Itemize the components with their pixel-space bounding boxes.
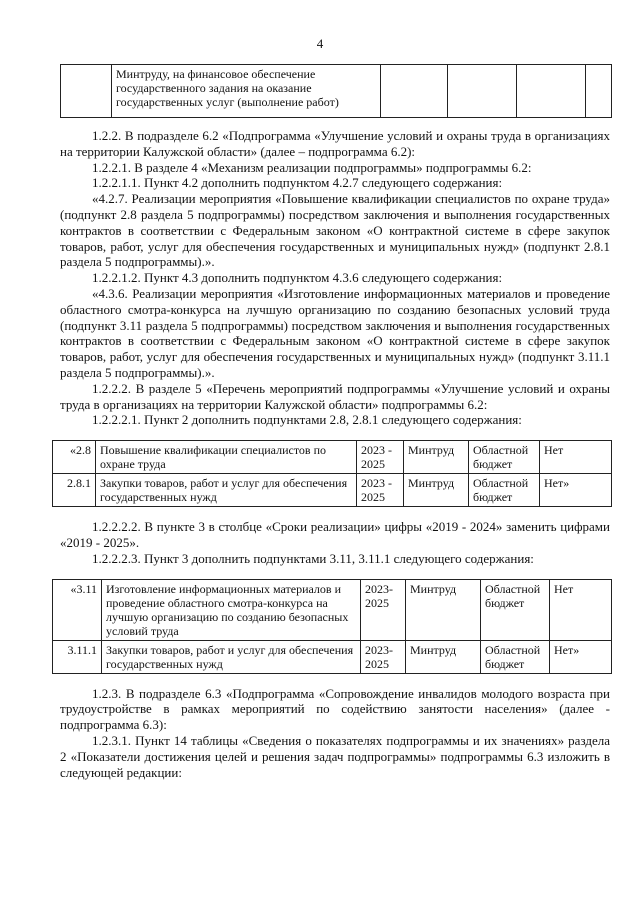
table-cell-empty bbox=[61, 65, 112, 118]
paragraph: «4.2.7. Реализации мероприятия «Повышение квалификации специалистов по охране труда» (подпункт 2.8 раздела 5 подпрограммы) посредством заключения и выполнения государственных контрактов в соответствии с Федеральным законом «О контрактной системе в сфере закупок товаров, работ, услуг для обеспечения государственных и муниципальных нужд» (подпункт 2.8.1 раздела 5 подпрограммы).». bbox=[60, 191, 610, 270]
page-number: 4 bbox=[316, 36, 324, 51]
paragraph: 1.2.2.2. В разделе 5 «Перечень мероприятий подпрограммы «Улучшение условий и охраны труда в организациях на территории Калужской области» подпрограммы 6.2: bbox=[60, 380, 610, 412]
cell-executor: Минтруд bbox=[404, 441, 469, 474]
cell-name: Изготовление информационных материалов и проведение областного смотра-конкурса на лучшую организацию по созданию безопасных условий труда bbox=[102, 579, 361, 640]
table-cell-text: Минтруду, на финансовое обеспечение государственного задания на оказание государственных услуг (выполнение работ) bbox=[112, 65, 381, 118]
cell-years: 2023-2025 bbox=[361, 640, 406, 673]
paragraph: 1.2.2.1.2. Пункт 4.3 дополнить подпунктом 4.3.6 следующего содержания: bbox=[92, 270, 503, 286]
cell-name: Закупки товаров, работ и услуг для обеспечения государственных нужд bbox=[102, 640, 361, 673]
cell-amount: Нет bbox=[550, 579, 612, 640]
paragraph: 1.2.2.2.1. Пункт 2 дополнить подпунктами 2.8, 2.8.1 следующего содержания: bbox=[92, 412, 522, 428]
paragraph: 1.2.2.1.1. Пункт 4.2 дополнить подпунктом 4.2.7 следующего содержания: bbox=[92, 175, 503, 191]
cell-source: Областной бюджет bbox=[481, 640, 550, 673]
cell-number: 2.8.1 bbox=[53, 474, 96, 507]
cell-amount: Нет bbox=[540, 441, 612, 474]
table-cell-empty bbox=[586, 65, 612, 118]
paragraph: 1.2.2. В подразделе 6.2 «Подпрограмма «Улучшение условий и охраны труда в организациях на территории Калужской области» (далее – подпрограмма 6.2): bbox=[60, 128, 610, 159]
cell-years: 2023-2025 bbox=[361, 579, 406, 640]
cell-executor: Минтруд bbox=[404, 474, 469, 507]
cell-executor: Минтруд bbox=[406, 640, 481, 673]
paragraph: «4.3.6. Реализации мероприятия «Изготовление информационных материалов и проведение областного смотра-конкурса на лучшую организацию по созданию безопасных условий труда (подпункт 3.11 раздела 5 подпрограммы) посредством заключения и выполнения государственных контрактов в соответствии с Федеральным законом «О контрактной системе в сфере закупок товаров, работ, услуг для обеспечения государственных и муниципальных нужд» (подпункт 3.11.1 раздела 5 подпрограммы).». bbox=[60, 285, 610, 380]
paragraph: 1.2.2.2.3. Пункт 3 дополнить подпунктами 3.11, 3.11.1 следующего содержания: bbox=[92, 550, 534, 566]
paragraph: 1.2.3. В подразделе 6.3 «Подпрограмма «Сопровождение инвалидов молодого возраста при трудоустройстве в рамках мероприятий по содействию занятости населения» (далее - подпрограмма 6.3): bbox=[60, 685, 610, 733]
cell-amount: Нет» bbox=[550, 640, 612, 673]
paragraph: 1.2.2.2.2. В пункте 3 в столбце «Сроки реализации» цифры «2019 - 2024» заменить цифрами «2019 - 2025». bbox=[60, 519, 610, 550]
paragraph: 1.2.2.1. В разделе 4 «Механизм реализации подпрограммы» подпрограммы 6.2: bbox=[92, 159, 532, 175]
cell-number: «2.8 bbox=[53, 441, 96, 474]
cell-years: 2023 - 2025 bbox=[357, 441, 404, 474]
measures-table-3-11 bbox=[52, 579, 612, 674]
document-body bbox=[60, 64, 610, 780]
cell-name: Повышение квалификации специалистов по охране труда bbox=[96, 441, 357, 474]
measures-table-2-8 bbox=[52, 440, 612, 507]
cell-years: 2023 - 2025 bbox=[357, 474, 404, 507]
cell-source: Областной бюджет bbox=[481, 579, 550, 640]
table-row bbox=[53, 640, 612, 673]
cell-source: Областной бюджет bbox=[469, 474, 540, 507]
table-cell-empty bbox=[517, 65, 586, 118]
table-row bbox=[53, 579, 612, 640]
cell-name: Закупки товаров, работ и услуг для обеспечения государственных нужд bbox=[96, 474, 357, 507]
cell-amount: Нет» bbox=[540, 474, 612, 507]
table-cell-empty bbox=[381, 65, 448, 118]
cell-source: Областной бюджет bbox=[469, 441, 540, 474]
table-row bbox=[61, 65, 612, 118]
cell-number: 3.11.1 bbox=[53, 640, 102, 673]
top-table-fragment bbox=[60, 64, 612, 118]
table-row bbox=[53, 441, 612, 474]
cell-number: «3.11 bbox=[53, 579, 102, 640]
cell-executor: Минтруд bbox=[406, 579, 481, 640]
table-row bbox=[53, 474, 612, 507]
paragraph: 1.2.3.1. Пункт 14 таблицы «Сведения о показателях подпрограммы и их значениях» раздела 2 «Показатели достижения целей и решения задач подпрограммы» подпрограммы 6.3 изложить в следующей редакции: bbox=[60, 732, 610, 780]
table-cell-empty bbox=[448, 65, 517, 118]
